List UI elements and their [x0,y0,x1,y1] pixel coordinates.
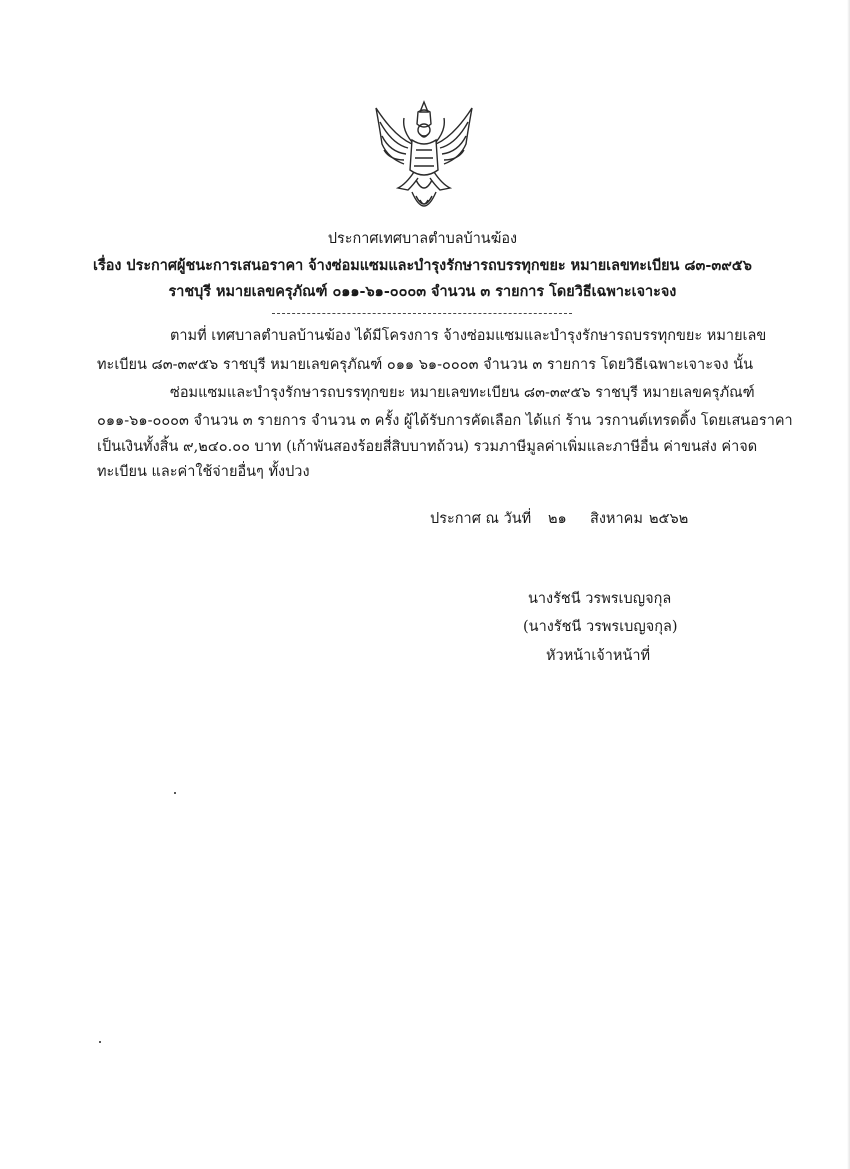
paragraph-1-line-1: ตามที่ เทศบาลตำบลบ้านฆ้อง ได้มีโครงการ จ้างซ่อมแซมและบำรุงรักษารถบรรทุกขยะ หมายเลข [170,328,767,344]
date-year: ๒๕๖๒ [649,511,689,527]
org-title: ประกาศเทศบาลตำบลบ้านฆ้อง [327,231,518,247]
paragraph-2-line-3: เป็นเงินทั้งสิ้น ๙,๒๔๐.๐๐ บาท (เก้าพันสองร้อยสี่สิบบาทถ้วน) รวมภาษีมูลค่าเพิ่มและภาษีอื่น ค่าขนส่ง ค่าจด [97,439,758,455]
subject-line-1: เรื่อง ประกาศผู้ชนะการเสนอราคา จ้างซ่อมแซมและบำรุงรักษารถบรรทุกขยะ หมายเลขทะเบียน ๘๓-๓๙๕๖ [93,257,752,274]
date-prefix: ประกาศ ณ วันที่ [430,511,532,527]
paragraph-2-line-1: ซ่อมแซมและบำรุงรักษารถบรรทุกขยะ หมายเลขทะเบียน ๘๓-๓๙๕๖ ราชบุรี หมายเลขครุภัณฑ์ [170,385,755,401]
scan-speck [99,1041,101,1043]
signer-printed-name: (นางรัชนี วรพรเบญจกุล) [523,619,678,635]
date-day: ๒๑ [548,511,567,527]
header-divider [272,313,572,314]
subject-line-2: ราชบุรี หมายเลขครุภัณฑ์ ๐๑๑-๖๑-๐๐๐๓ จำนวน ๓ รายการ โดยวิธีเฉพาะเจาะจง [168,283,677,300]
paragraph-2-line-2: ๐๑๑-๖๑-๐๐๐๓ จำนวน ๓ รายการ จำนวน ๓ ครั้ง ผู้ได้รับการคัดเลือก ได้แก่ ร้าน วรกานต์เทรดดิ้ง โดยเสนอราคา [97,413,793,429]
paragraph-1-line-2: ทะเบียน ๘๓-๓๙๕๖ ราชบุรี หมายเลขครุภัณฑ์ ๐๑๑ ๖๑-๐๐๐๓ จำนวน ๓ รายการ โดยวิธีเฉพาะเจาะจง นั้น [97,357,753,373]
garuda-emblem-icon [368,100,480,222]
scan-speck [174,792,176,794]
signer-position: หัวหน้าเจ้าหน้าที่ [546,648,651,664]
signer-signed-name: นางรัชนี วรพรเบญจกุล [528,591,672,607]
date-month: สิงหาคม [590,511,643,527]
paragraph-2-line-4: ทะเบียน และค่าใช้จ่ายอื่นๆ ทั้งปวง [97,464,310,480]
